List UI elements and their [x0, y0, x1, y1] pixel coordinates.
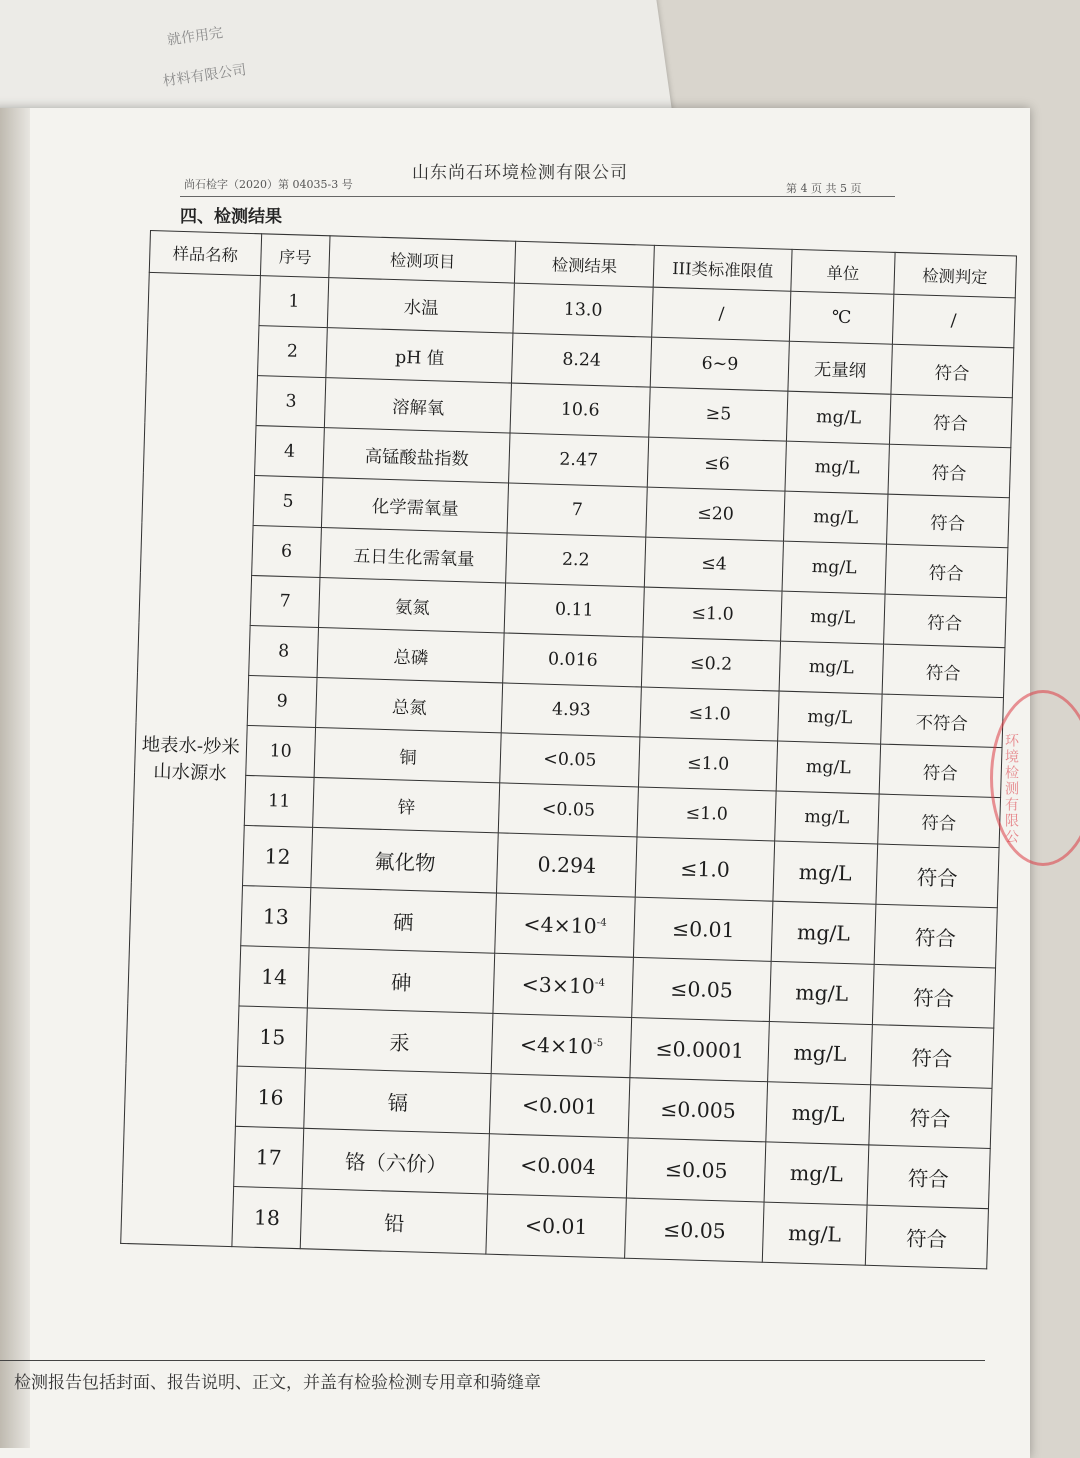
header-divider	[180, 196, 895, 197]
row-item: 铬（六价）	[302, 1128, 489, 1194]
result-base: <3×10	[521, 971, 596, 999]
col-result: 检测结果	[515, 241, 655, 287]
row-item: 镉	[304, 1068, 491, 1134]
row-unit: mg/L	[780, 641, 884, 694]
row-item: 氨氮	[319, 578, 506, 633]
row-result: 4.93	[501, 683, 641, 737]
row-verdict: 符合	[883, 594, 1006, 648]
row-result: <0.05	[500, 733, 640, 787]
row-item: 锌	[313, 777, 500, 832]
row-item: 氟化物	[311, 827, 498, 893]
row-limit: ≤0.05	[624, 1198, 764, 1262]
row-item: 汞	[306, 1008, 493, 1074]
row-no: 3	[256, 376, 327, 428]
row-limit: ≤1.0	[640, 687, 780, 741]
row-limit: ≤0.2	[641, 637, 781, 691]
row-unit: mg/L	[787, 391, 891, 444]
row-unit: ℃	[790, 291, 894, 344]
row-limit: ≤0.01	[633, 897, 773, 961]
seal-text: 环境检测有限公	[1003, 733, 1019, 845]
row-verdict: 符合	[890, 344, 1013, 398]
row-item: 总磷	[317, 627, 504, 682]
row-unit: mg/L	[768, 1022, 872, 1085]
row-unit: mg/L	[773, 841, 877, 904]
result-exponent: -4	[596, 917, 607, 929]
row-verdict: /	[892, 294, 1015, 348]
row-result: 13.0	[513, 283, 653, 337]
row-result: <0.01	[486, 1194, 626, 1258]
row-verdict: 符合	[872, 964, 996, 1028]
row-verdict: 符合	[870, 1025, 994, 1089]
row-item: 铜	[315, 727, 502, 782]
section-title: 四、检测结果	[180, 207, 282, 227]
result-exponent: -4	[594, 977, 606, 989]
row-limit: ≤1.0	[643, 587, 783, 641]
row-result: 2.47	[509, 433, 649, 487]
footer-note: 检测报告包括封面、报告说明、正文，并盖有检验检测专用章和骑缝章	[14, 1373, 541, 1393]
row-item: 总氮	[316, 677, 503, 732]
row-unit: mg/L	[772, 901, 876, 964]
result-exponent: -5	[593, 1037, 604, 1050]
row-result: 7	[507, 483, 647, 537]
row-no: 7	[250, 575, 321, 627]
row-item: 硒	[310, 888, 497, 954]
row-no: 17	[233, 1126, 304, 1188]
row-result: <0.004	[488, 1134, 628, 1198]
row-limit: ≤1.0	[637, 787, 777, 841]
footer-divider	[0, 1360, 985, 1361]
row-unit: mg/L	[770, 961, 874, 1024]
row-item: 砷	[308, 948, 495, 1014]
row-unit: mg/L	[777, 741, 881, 794]
row-no: 6	[251, 526, 322, 578]
row-limit: ≤0.0001	[630, 1017, 770, 1081]
row-result: 0.294	[497, 833, 637, 897]
row-verdict: 符合	[882, 644, 1005, 698]
row-verdict: 符合	[877, 794, 1000, 848]
row-verdict: 符合	[868, 1085, 992, 1149]
row-item: 水温	[328, 278, 515, 333]
row-unit: mg/L	[766, 1082, 870, 1145]
row-limit: ≤0.05	[626, 1138, 766, 1202]
row-no: 8	[248, 625, 319, 677]
col-limit: III类标准限值	[653, 245, 793, 291]
document-number: 尚石检字（2020）第 04035-3 号	[184, 178, 353, 191]
row-verdict: 符合	[889, 394, 1012, 448]
row-unit: mg/L	[781, 591, 885, 644]
row-result: 10.6	[510, 383, 650, 437]
col-unit: 单位	[791, 249, 894, 294]
row-no: 12	[242, 825, 313, 887]
row-no: 11	[244, 775, 315, 827]
results-table	[120, 230, 1017, 1269]
row-no: 2	[257, 326, 328, 378]
row-result: 0.016	[503, 633, 643, 687]
row-item: 五日生化需氧量	[320, 528, 507, 583]
back-page-text-2: 材料有限公司	[161, 62, 248, 90]
row-result: 2.2	[506, 533, 646, 587]
row-limit: ≤1.0	[635, 837, 775, 901]
row-no: 13	[240, 886, 311, 948]
row-limit: ≤6	[647, 437, 787, 491]
row-limit: ≤0.005	[628, 1078, 768, 1142]
row-unit: mg/L	[775, 791, 879, 844]
row-verdict: 不符合	[880, 694, 1003, 748]
sample-name: 地表水-炒米山水源水	[121, 272, 260, 1246]
row-no: 5	[253, 476, 324, 528]
row-verdict: 符合	[875, 844, 999, 908]
row-verdict: 符合	[879, 744, 1002, 798]
row-result: <0.05	[499, 783, 639, 837]
row-limit: /	[652, 287, 792, 341]
row-no: 4	[254, 426, 325, 478]
row-verdict: 符合	[885, 544, 1008, 598]
row-verdict: 符合	[874, 904, 998, 968]
row-unit: mg/L	[782, 541, 886, 594]
row-limit: ≤20	[646, 487, 786, 541]
row-unit: mg/L	[785, 441, 889, 494]
row-verdict: 符合	[887, 444, 1010, 498]
row-item: 溶解氧	[325, 378, 512, 433]
row-no: 1	[259, 276, 330, 328]
row-limit: ≤0.05	[632, 957, 772, 1021]
company-name: 山东尚石环境检测有限公司	[412, 163, 628, 183]
row-limit: ≤1.0	[638, 737, 778, 791]
row-item: 化学需氧量	[322, 478, 509, 533]
row-verdict: 符合	[867, 1145, 991, 1209]
result-base: <4×10	[519, 1032, 594, 1059]
row-result	[491, 1013, 631, 1077]
row-no: 18	[232, 1186, 303, 1248]
row-no: 15	[237, 1006, 308, 1068]
row-item: pH 值	[326, 328, 513, 383]
row-result: 0.11	[504, 583, 644, 637]
back-page-text-1: 就作用完	[166, 25, 224, 49]
row-no: 9	[247, 675, 318, 727]
row-no: 10	[245, 725, 316, 777]
row-verdict: 符合	[886, 494, 1009, 548]
row-result: <0.001	[490, 1074, 630, 1138]
page-number: 第 4 页 共 5 页	[786, 182, 862, 195]
row-unit: mg/L	[763, 1202, 867, 1265]
row-result: 8.24	[512, 333, 652, 387]
row-unit: mg/L	[778, 691, 882, 744]
row-no: 14	[239, 946, 310, 1008]
binding-spine	[0, 108, 30, 1448]
row-limit: ≥5	[649, 387, 789, 441]
row-no: 16	[235, 1066, 306, 1128]
result-base: <4×10	[523, 911, 598, 939]
col-no: 序号	[260, 234, 330, 278]
row-unit: mg/L	[784, 491, 888, 544]
row-verdict: 符合	[865, 1205, 989, 1269]
row-item: 高锰酸盐指数	[323, 428, 510, 483]
row-unit: mg/L	[765, 1142, 869, 1205]
row-item: 铅	[301, 1188, 488, 1254]
col-verdict: 检测判定	[893, 252, 1016, 297]
row-result	[493, 953, 633, 1017]
row-unit: 无量纲	[788, 341, 892, 394]
row-limit: ≤4	[644, 537, 784, 591]
row-result	[495, 893, 635, 957]
row-limit: 6~9	[650, 337, 790, 391]
col-sample-name: 样品名称	[149, 231, 261, 276]
col-item: 检测项目	[329, 236, 516, 283]
